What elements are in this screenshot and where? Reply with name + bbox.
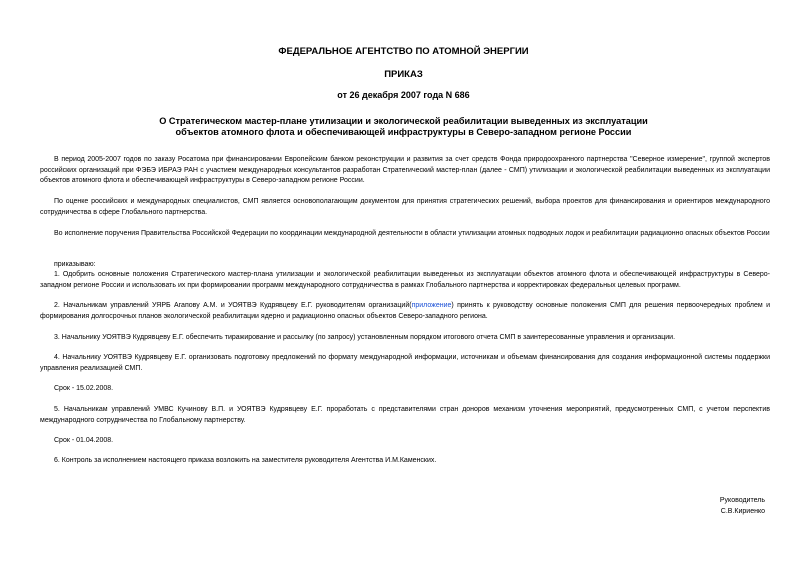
title-line-1: О Стратегическом мастер-плане утилизации и экологической реабилитации выведенных из эксплуатации [159, 116, 648, 126]
paragraph-assessment: По оценке российских и международных специалистов, СМП является основополагающим документом для принятия стратегических решений, выбора проектов для финансирования и ориентиров международного сотрудничества в сфере Глобального партнерства. [40, 198, 770, 216]
paragraph-item-4: 4. Начальнику УОЯТВЭ Кудрявцеву Е.Г. организовать подготовку предложений по формату международной информации, источникам и объемам финансирования для создания информационной системы поддержки управления реализацией СМП. [40, 354, 770, 372]
paragraph-execution: Во исполнение поручения Правительства Российской Федерации по координации международной деятельности в области утилизации атомных подводных лодок и реабилитации радиационно опасных объектов России [54, 230, 770, 237]
paragraph-item-6: 6. Контроль за исполнением настоящего приказа возложить на заместителя руководителя Агентства И.М.Каменских. [54, 457, 437, 464]
agency-heading: ФЕДЕРАЛЬНОЕ АГЕНТСТВО ПО АТОМНОЙ ЭНЕРГИИ [278, 46, 529, 57]
document-title [0, 116, 807, 138]
paragraph-deadline-1: Срок - 15.02.2008. [54, 385, 114, 392]
paragraph-deadline-2: Срок - 01.04.2008. [54, 437, 114, 444]
paragraph-item-5: 5. Начальникам управлений УМВС Кучинову В.П. и УОЯТВЭ Кудрявцеву Е.Г. проработать с представителями стран доноров механизм уточнения мероприятий, предусмотренных СМП, с учетом перспектив международного сотрудничества по Глобальному партнерству. [40, 406, 770, 424]
date-number-heading: от 26 декабря 2007 года N 686 [337, 90, 470, 100]
title-line-2: объектов атомного флота и обеспечивающей инфраструктуры в Северо-западном регионе России [175, 127, 632, 137]
item-2-text-end: ) принять к руководству основные положения СМП для решения первоочередных проблем и формирования долгосрочных планов экологической реабилитации ядерно и радиационно опасных объектов Северо-западного региона. [40, 302, 770, 320]
item-2-text-start: 2. Начальникам управлений УЯРБ Агапову А.М. и УОЯТВЭ Кудрявцеву Е.Г. руководителям организаций( [54, 302, 412, 309]
signature-name: С.В.Кириенко [720, 507, 765, 515]
appendix-link[interactable]: приложение [411, 302, 452, 309]
document-type-heading: ПРИКАЗ [384, 69, 423, 80]
paragraph-item-1: 1. Одобрить основные положения Стратегического мастер-плана утилизации и экологической реабилитации выведенных из эксплуатации объектов атомного флота и обеспечивающей инфраструктуры в Северо-западном регионе России и использовать их при формировании программ международного сотрудничества в рамках Глобального партнерства и корректировках федеральных целевых программ. [40, 271, 770, 289]
paragraph-intro: В период 2005-2007 годов по заказу Росатома при финансировании Европейским банком реконструкции и развития за счет средств Фонда природоохранного партнерства "Северное измерение", группой экспертов российских организаций при ФЭБЭ ИБРАЭ РАН с участием международных консультантов разработан Стратегический мастер-план (далее - СМП) утилизации и экологической реабилитации выведенных из эксплуатации объектов атомного флота и обеспечивающей инфраструктуры в Северо-западном регионе России. [40, 156, 770, 184]
signature-role: Руководитель [719, 497, 765, 504]
paragraph-item-3: 3. Начальнику УОЯТВЭ Кудрявцеву Е.Г. обеспечить тиражирование и рассылку (по запросу) установленным порядком итогового отчета СМП в заинтересованные управления и организации. [54, 334, 676, 341]
paragraph-order: приказываю: [54, 261, 96, 268]
signature-block [720, 496, 765, 517]
paragraph-item-2 [40, 301, 770, 322]
